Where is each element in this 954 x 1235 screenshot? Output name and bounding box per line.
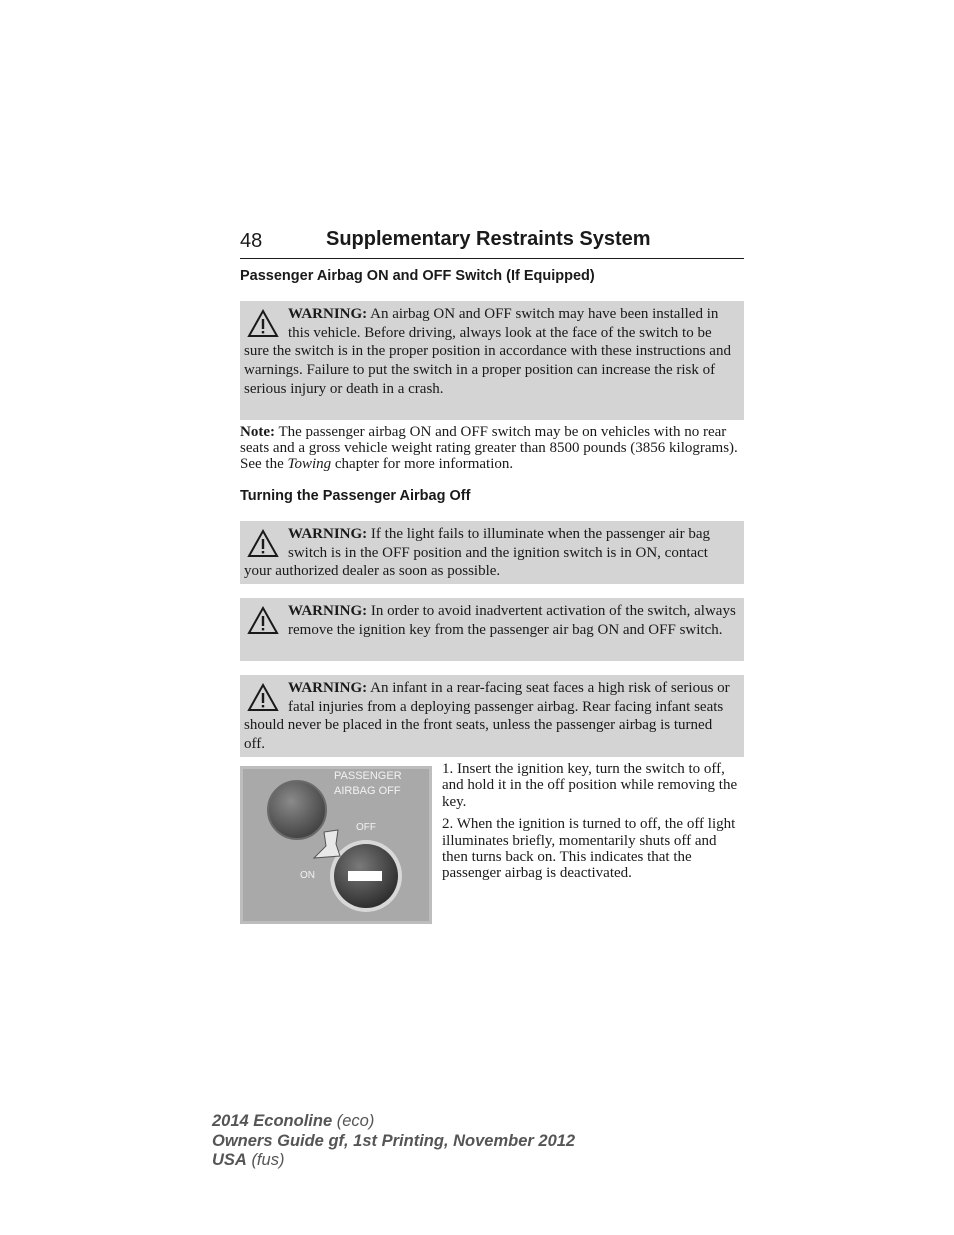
warning-triangle-icon <box>246 527 280 561</box>
on-position-label: ON <box>300 870 315 881</box>
footer-region: USA <box>212 1151 247 1169</box>
warning-text: If the light fails to illuminate when the passenger air bag switch is in the OFF position and the ignition switch is in ON, contact your authorized dealer as soon as possible. <box>244 526 710 580</box>
switch-label-line2: AIRBAG OFF <box>334 785 401 797</box>
warning-box-2 <box>240 521 744 584</box>
indicator-light <box>268 781 326 839</box>
off-position-label: OFF <box>356 822 376 833</box>
warning-label: WARNING: <box>288 680 368 696</box>
note-label: Note: <box>240 424 275 440</box>
step-2: 2. When the ignition is turned to off, the off light illuminates briefly, momentarily shuts off and then turns back on. This indicates that the passenger airbag is deactivated. <box>442 816 736 882</box>
note-text-end: chapter for more information. <box>334 456 514 473</box>
footer-model-line <box>212 1112 575 1132</box>
step-1: 1. Insert the ignition key, turn the switch to off, and hold it in the off position while removing the key. <box>442 761 738 810</box>
warning-label: WARNING: <box>288 603 368 619</box>
warning-label: WARNING: <box>288 526 368 542</box>
warning-text: An infant in a rear-facing seat faces a high risk of serious or fatal injuries from a deploying passenger airbag. Rear facing infant seats should never be placed in the front seats, unless the passenger airbag is turned off. <box>244 680 730 753</box>
footer-model-code: (eco) <box>336 1112 375 1130</box>
section-title-airbag-switch: Passenger Airbag ON and OFF Switch (If Equipped) <box>240 268 595 284</box>
warning-triangle-icon <box>246 307 280 341</box>
note-link-towing: Towing <box>287 456 332 473</box>
warning-box-3 <box>240 598 744 661</box>
page-number: 48 <box>240 230 263 252</box>
chapter-title: Supplementary Restraints System <box>326 228 651 250</box>
warning-text: An airbag ON and OFF switch may have been installed in this vehicle. Before driving, always look at the face of the switch to be sure the switch is in the proper position in accordance with these instructions and warnings. Failure to put the switch in a proper position can increase the risk of serious injury or death in a crash. <box>244 306 731 397</box>
warning-triangle-icon <box>246 604 280 638</box>
switch-label-line1: PASSENGER <box>334 770 402 782</box>
warning-text: In order to avoid inadvertent activation of the switch, always remove the ignition key from the passenger air bag ON and OFF switch. <box>288 603 736 638</box>
airbag-switch-illustration <box>240 766 432 924</box>
note-text: The passenger airbag ON and OFF switch may be on vehicles with no rear seats and a gross vehicle weight rating greater than 8500 pounds (3856 kilograms). See the <box>240 424 738 473</box>
footer-model: 2014 Econoline <box>212 1112 333 1130</box>
warning-box-1 <box>240 301 744 420</box>
footer-guide: Owners Guide gf, 1st Printing, November 2012 <box>212 1131 576 1150</box>
footer-region-line <box>212 1151 575 1171</box>
note-paragraph <box>240 424 744 473</box>
warning-triangle-icon <box>246 681 280 715</box>
section-title-turning-off: Turning the Passenger Airbag Off <box>240 488 471 504</box>
page-header <box>240 228 744 259</box>
footer-region-code: (fus) <box>251 1151 285 1169</box>
footer-guide-line <box>212 1132 575 1152</box>
warning-box-4 <box>240 675 744 757</box>
key-slot <box>348 871 382 881</box>
instruction-steps <box>442 761 746 888</box>
warning-label: WARNING: <box>288 306 368 322</box>
page-footer <box>212 1112 575 1171</box>
